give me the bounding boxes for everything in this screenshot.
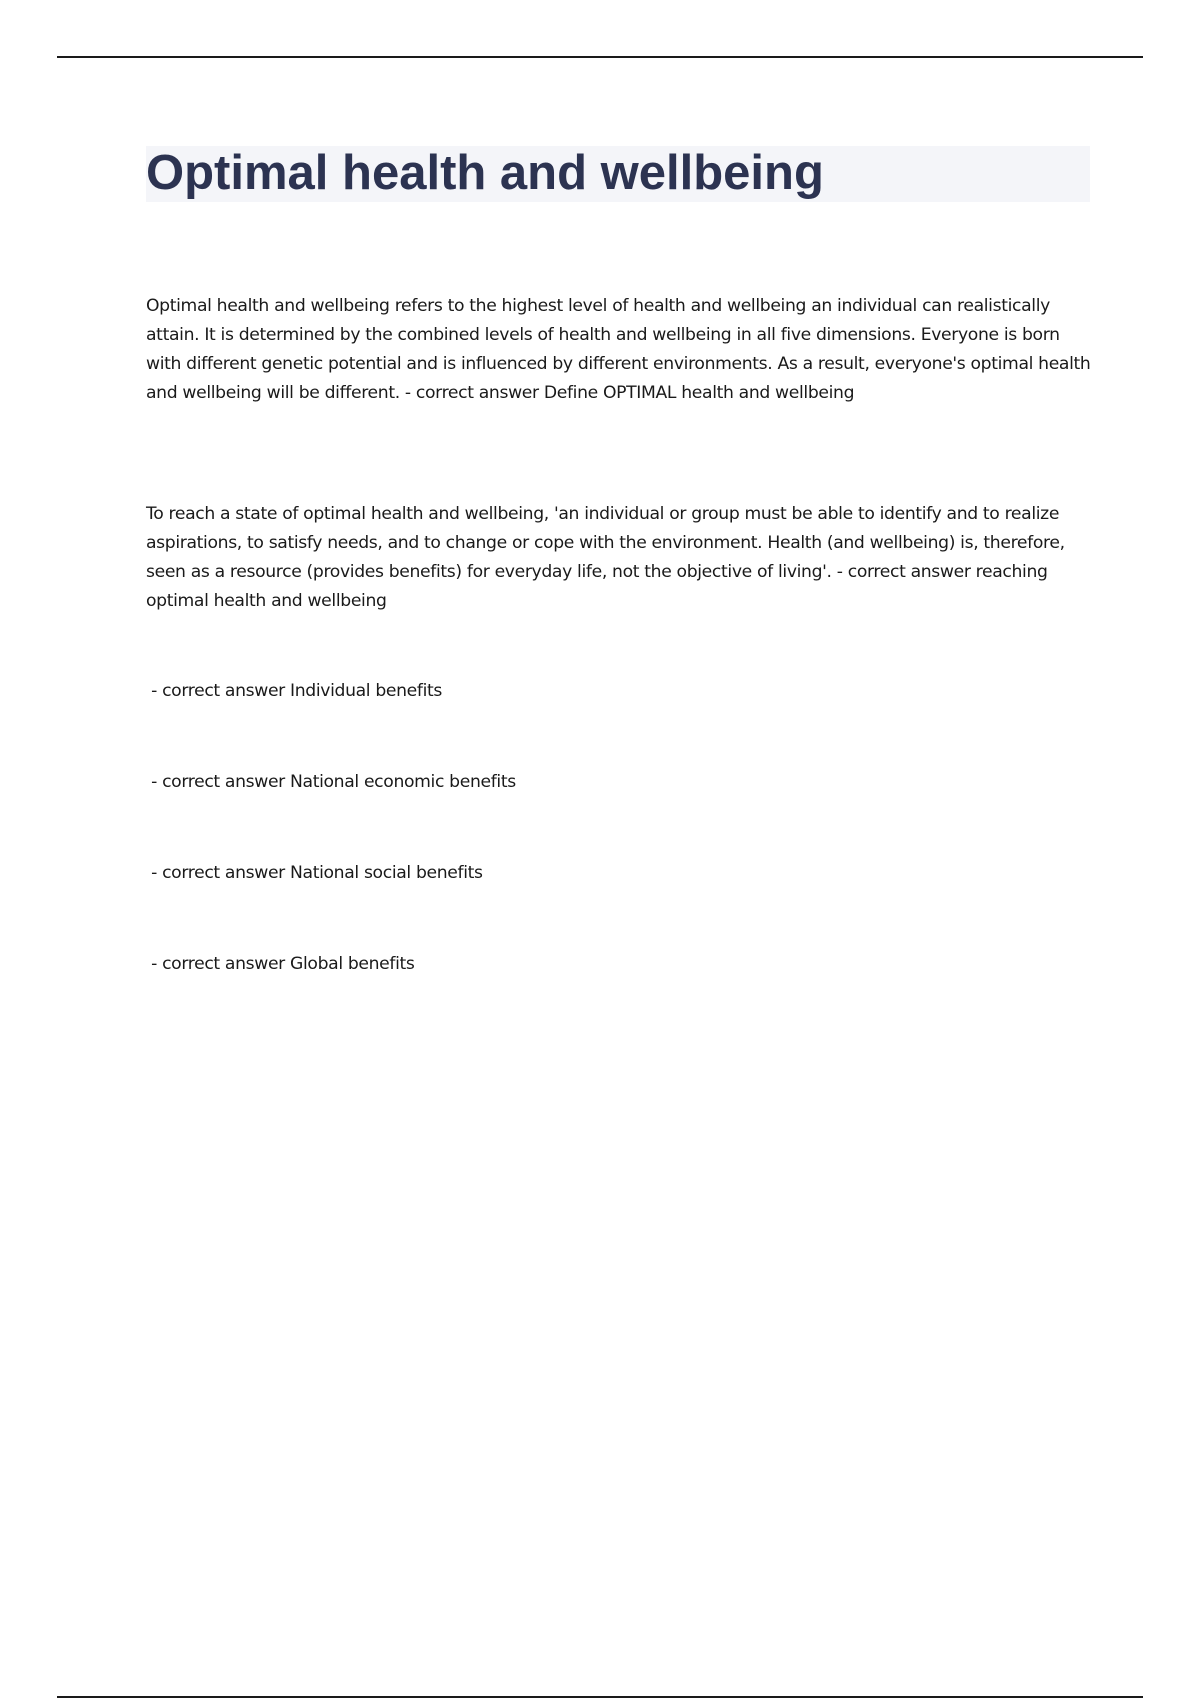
answer-individual-benefits: - correct answer Individual benefits <box>146 681 443 701</box>
reaching-paragraph: To reach a state of optimal health and wellbeing, 'an individual or group must be able to identify and to realize aspirations, to satisfy needs, and to change or cope with the environment. Health (and wellbeing) is, therefore, seen as a resource (provides benefits) for everyday life, not the objective of living'. - correct answer reaching optimal health and wellbeing <box>146 504 1065 611</box>
page-title: Optimal health and wellbeing <box>146 146 824 200</box>
definition-paragraph: Optimal health and wellbeing refers to the highest level of health and wellbeing an individual can realistically attain. It is determined by the combined levels of health and wellbeing in all five dimensions. Everyone is born with different genetic potential and is influenced by different environments. As a result, everyone's optimal health and wellbeing will be different. - correct answer Define OPTIMAL health and wellbeing <box>146 296 1091 403</box>
answer-global-benefits: - correct answer Global benefits <box>146 954 415 974</box>
answer-national-social-benefits: - correct answer National social benefits <box>146 863 483 883</box>
answer-national-economic-benefits: - correct answer National economic benefits <box>146 772 516 792</box>
top-divider <box>57 56 1143 58</box>
bottom-divider <box>57 1696 1143 1698</box>
